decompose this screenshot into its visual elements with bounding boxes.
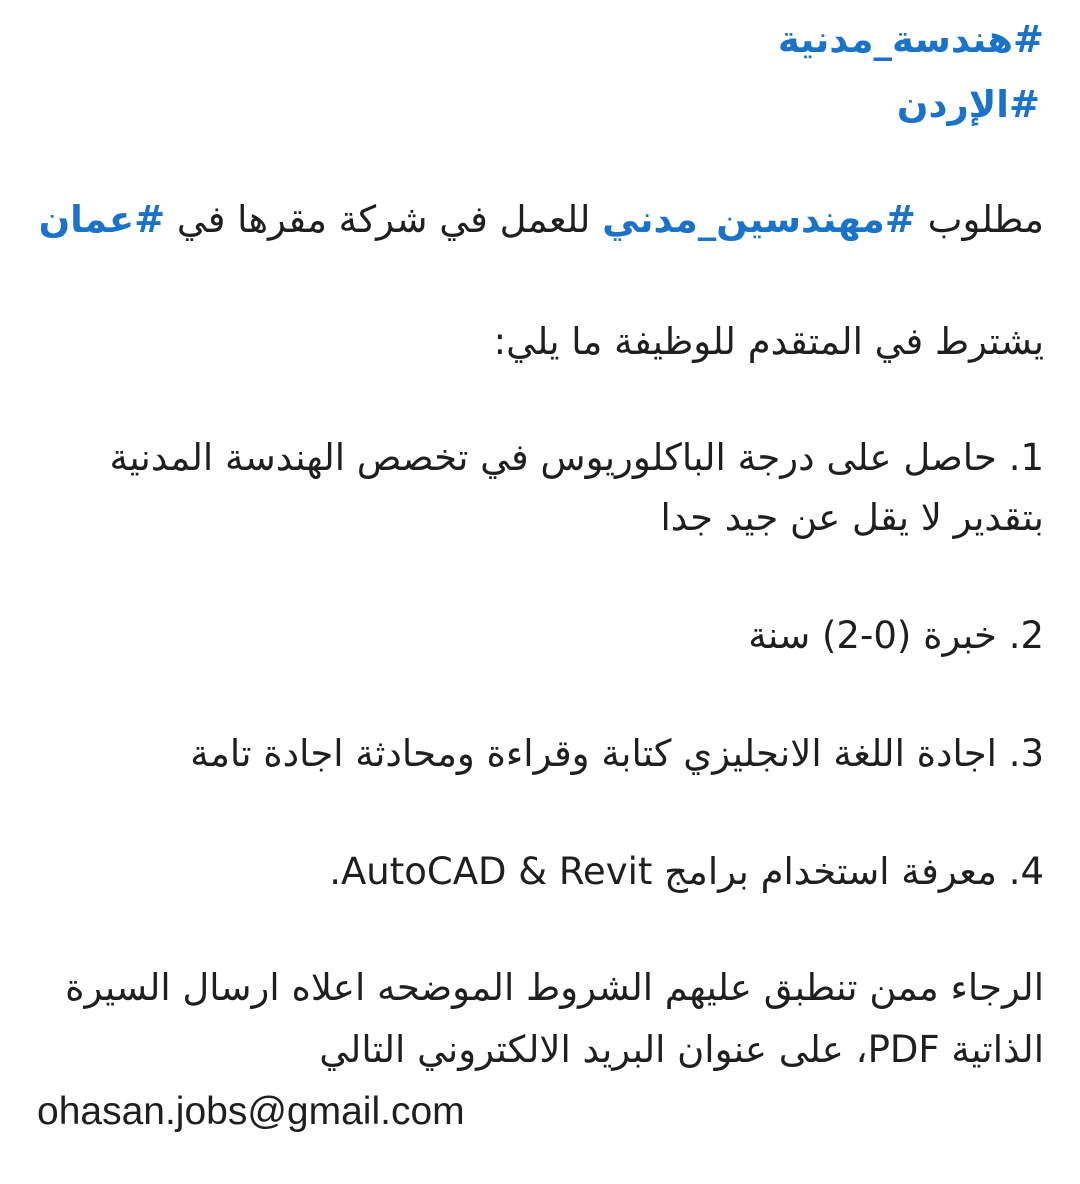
intro-text-before: مطلوب <box>915 198 1044 241</box>
requirement-text: خبرة (0-2) سنة <box>748 614 997 657</box>
requirement-number: 3. <box>1008 732 1044 775</box>
intro-text-middle: للعمل في شركة مقرها في <box>165 198 603 241</box>
requirement-1-line-1 <box>30 428 1044 488</box>
requirements-title: يشترط في المتقدم للوظيفة ما يلي: <box>493 320 1044 363</box>
intro-line <box>30 190 1044 250</box>
hashtag-amman[interactable]: #عمان <box>38 198 166 241</box>
requirement-2 <box>30 606 1044 666</box>
requirement-text: حاصل على درجة الباكلوريوس في تخصص الهندسة المدنية <box>109 436 997 479</box>
closing-line-2: الذاتية PDF، على عنوان البريد الالكتروني التالي <box>319 1028 1044 1071</box>
requirement-number: 2. <box>1008 614 1044 657</box>
hashtag-civil-engineering[interactable] <box>30 10 1044 70</box>
requirement-text: اجادة اللغة الانجليزي كتابة وقراءة ومحادثة اجادة تامة <box>190 732 997 775</box>
hashtag-jordan[interactable] <box>30 75 1040 135</box>
requirement-3 <box>30 724 1044 784</box>
requirement-1-line-2: بتقدير لا يقل عن جيد جدا <box>660 496 1044 539</box>
requirement-number: 1. <box>1008 436 1044 479</box>
requirement-4 <box>30 842 1044 902</box>
requirement-number: 4. <box>1008 850 1044 893</box>
hashtag-link[interactable]: #الإردن <box>896 83 1040 126</box>
closing-line-1: الرجاء ممن تنطبق عليهم الشروط الموضحه اعلاه ارسال السيرة <box>65 966 1044 1009</box>
hashtag-link[interactable]: #هندسة_مدنية <box>777 18 1044 61</box>
hashtag-civil-engineers[interactable]: #مهندسين_مدني <box>602 198 916 241</box>
requirement-text: معرفة استخدام برامج AutoCAD & Revit. <box>329 850 997 893</box>
contact-email[interactable]: ohasan.jobs@gmail.com <box>37 1090 465 1133</box>
